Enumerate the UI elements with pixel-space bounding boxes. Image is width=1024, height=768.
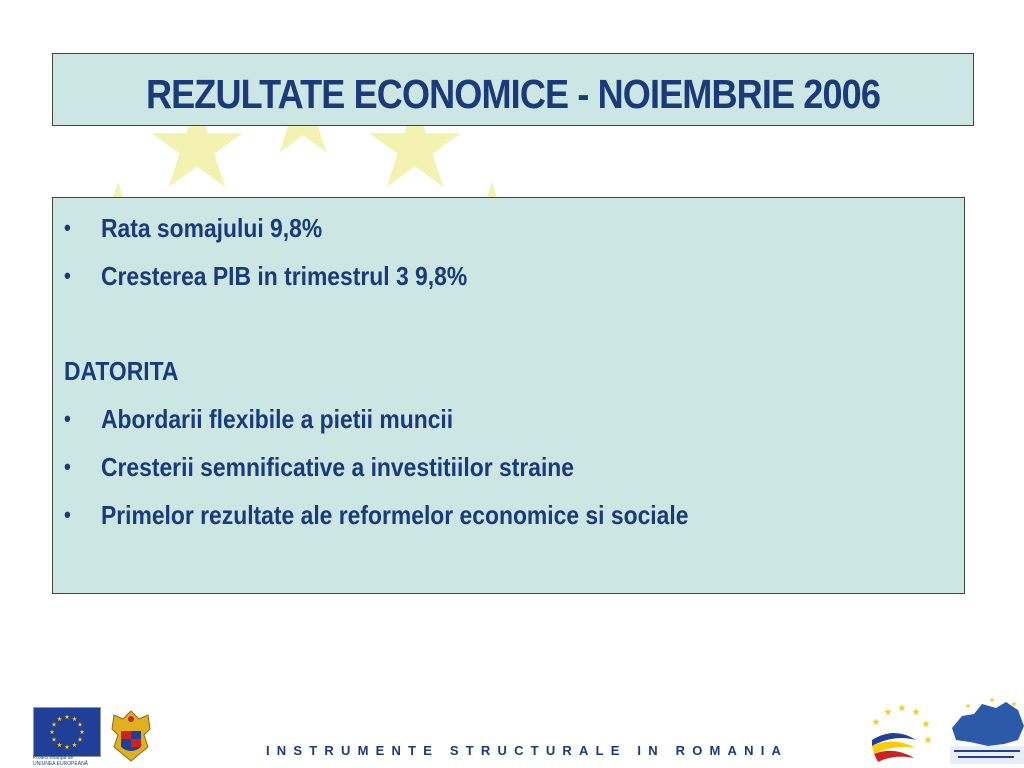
bullet-text: Cresterii semnificative a investitiilor straine [100, 452, 575, 482]
section-label: DATORITA [64, 356, 179, 386]
bullet-item [64, 252, 847, 300]
eu-caption-line: Proiect finanţat de [33, 755, 74, 761]
eu-flag-star [57, 742, 62, 747]
bullet-text: Rata somajului 9,8% [100, 213, 323, 243]
bullet-symbol: • [64, 502, 71, 527]
bullet-text: Cresterea PIB in trimestrul 3 9,8% [100, 261, 468, 291]
event-star-logo-icon [864, 700, 940, 768]
slide-title: REZULTATE ECONOMICE - NOIEMBRIE 2006 [145, 71, 881, 117]
eu-flag-star [78, 737, 83, 742]
eu-flag-star [50, 729, 55, 734]
romania-map-logo-icon [948, 696, 1024, 768]
eu-funding-caption [33, 755, 105, 767]
eu-flag-star [65, 714, 70, 719]
eu-caption-line: UNIUNEA EUROPEANĂ [33, 761, 89, 767]
bullet-symbol: • [64, 215, 71, 240]
footer-tagline: INSTRUMENTE STRUCTURALE IN ROMANIA [266, 743, 789, 758]
bullet-symbol: • [64, 263, 71, 288]
eu-flag-icon [33, 707, 101, 757]
eu-flag-star [78, 722, 83, 727]
romania-coat-of-arms-icon [104, 707, 158, 765]
bullet-item [64, 395, 847, 443]
section-label-row [64, 347, 847, 395]
bullet-item [64, 204, 847, 252]
eu-flag-star [72, 742, 77, 747]
bullet-item [64, 443, 847, 491]
bullet-item [64, 491, 847, 539]
bullet-symbol: • [64, 454, 71, 479]
bullet-symbol: • [64, 406, 71, 431]
bullet-text: Primelor rezultate ale reformelor economice si sociale [100, 500, 689, 530]
eu-flag-star [52, 722, 57, 727]
eu-flag-star [80, 729, 85, 734]
slide-content [64, 204, 847, 539]
eu-flag-star [52, 737, 57, 742]
eu-flag-star [72, 716, 77, 721]
eu-flag-star [57, 716, 62, 721]
eu-flag-star [65, 744, 70, 749]
bullet-text: Abordarii flexibile a pietii muncii [100, 404, 454, 434]
blank-line [64, 300, 847, 347]
